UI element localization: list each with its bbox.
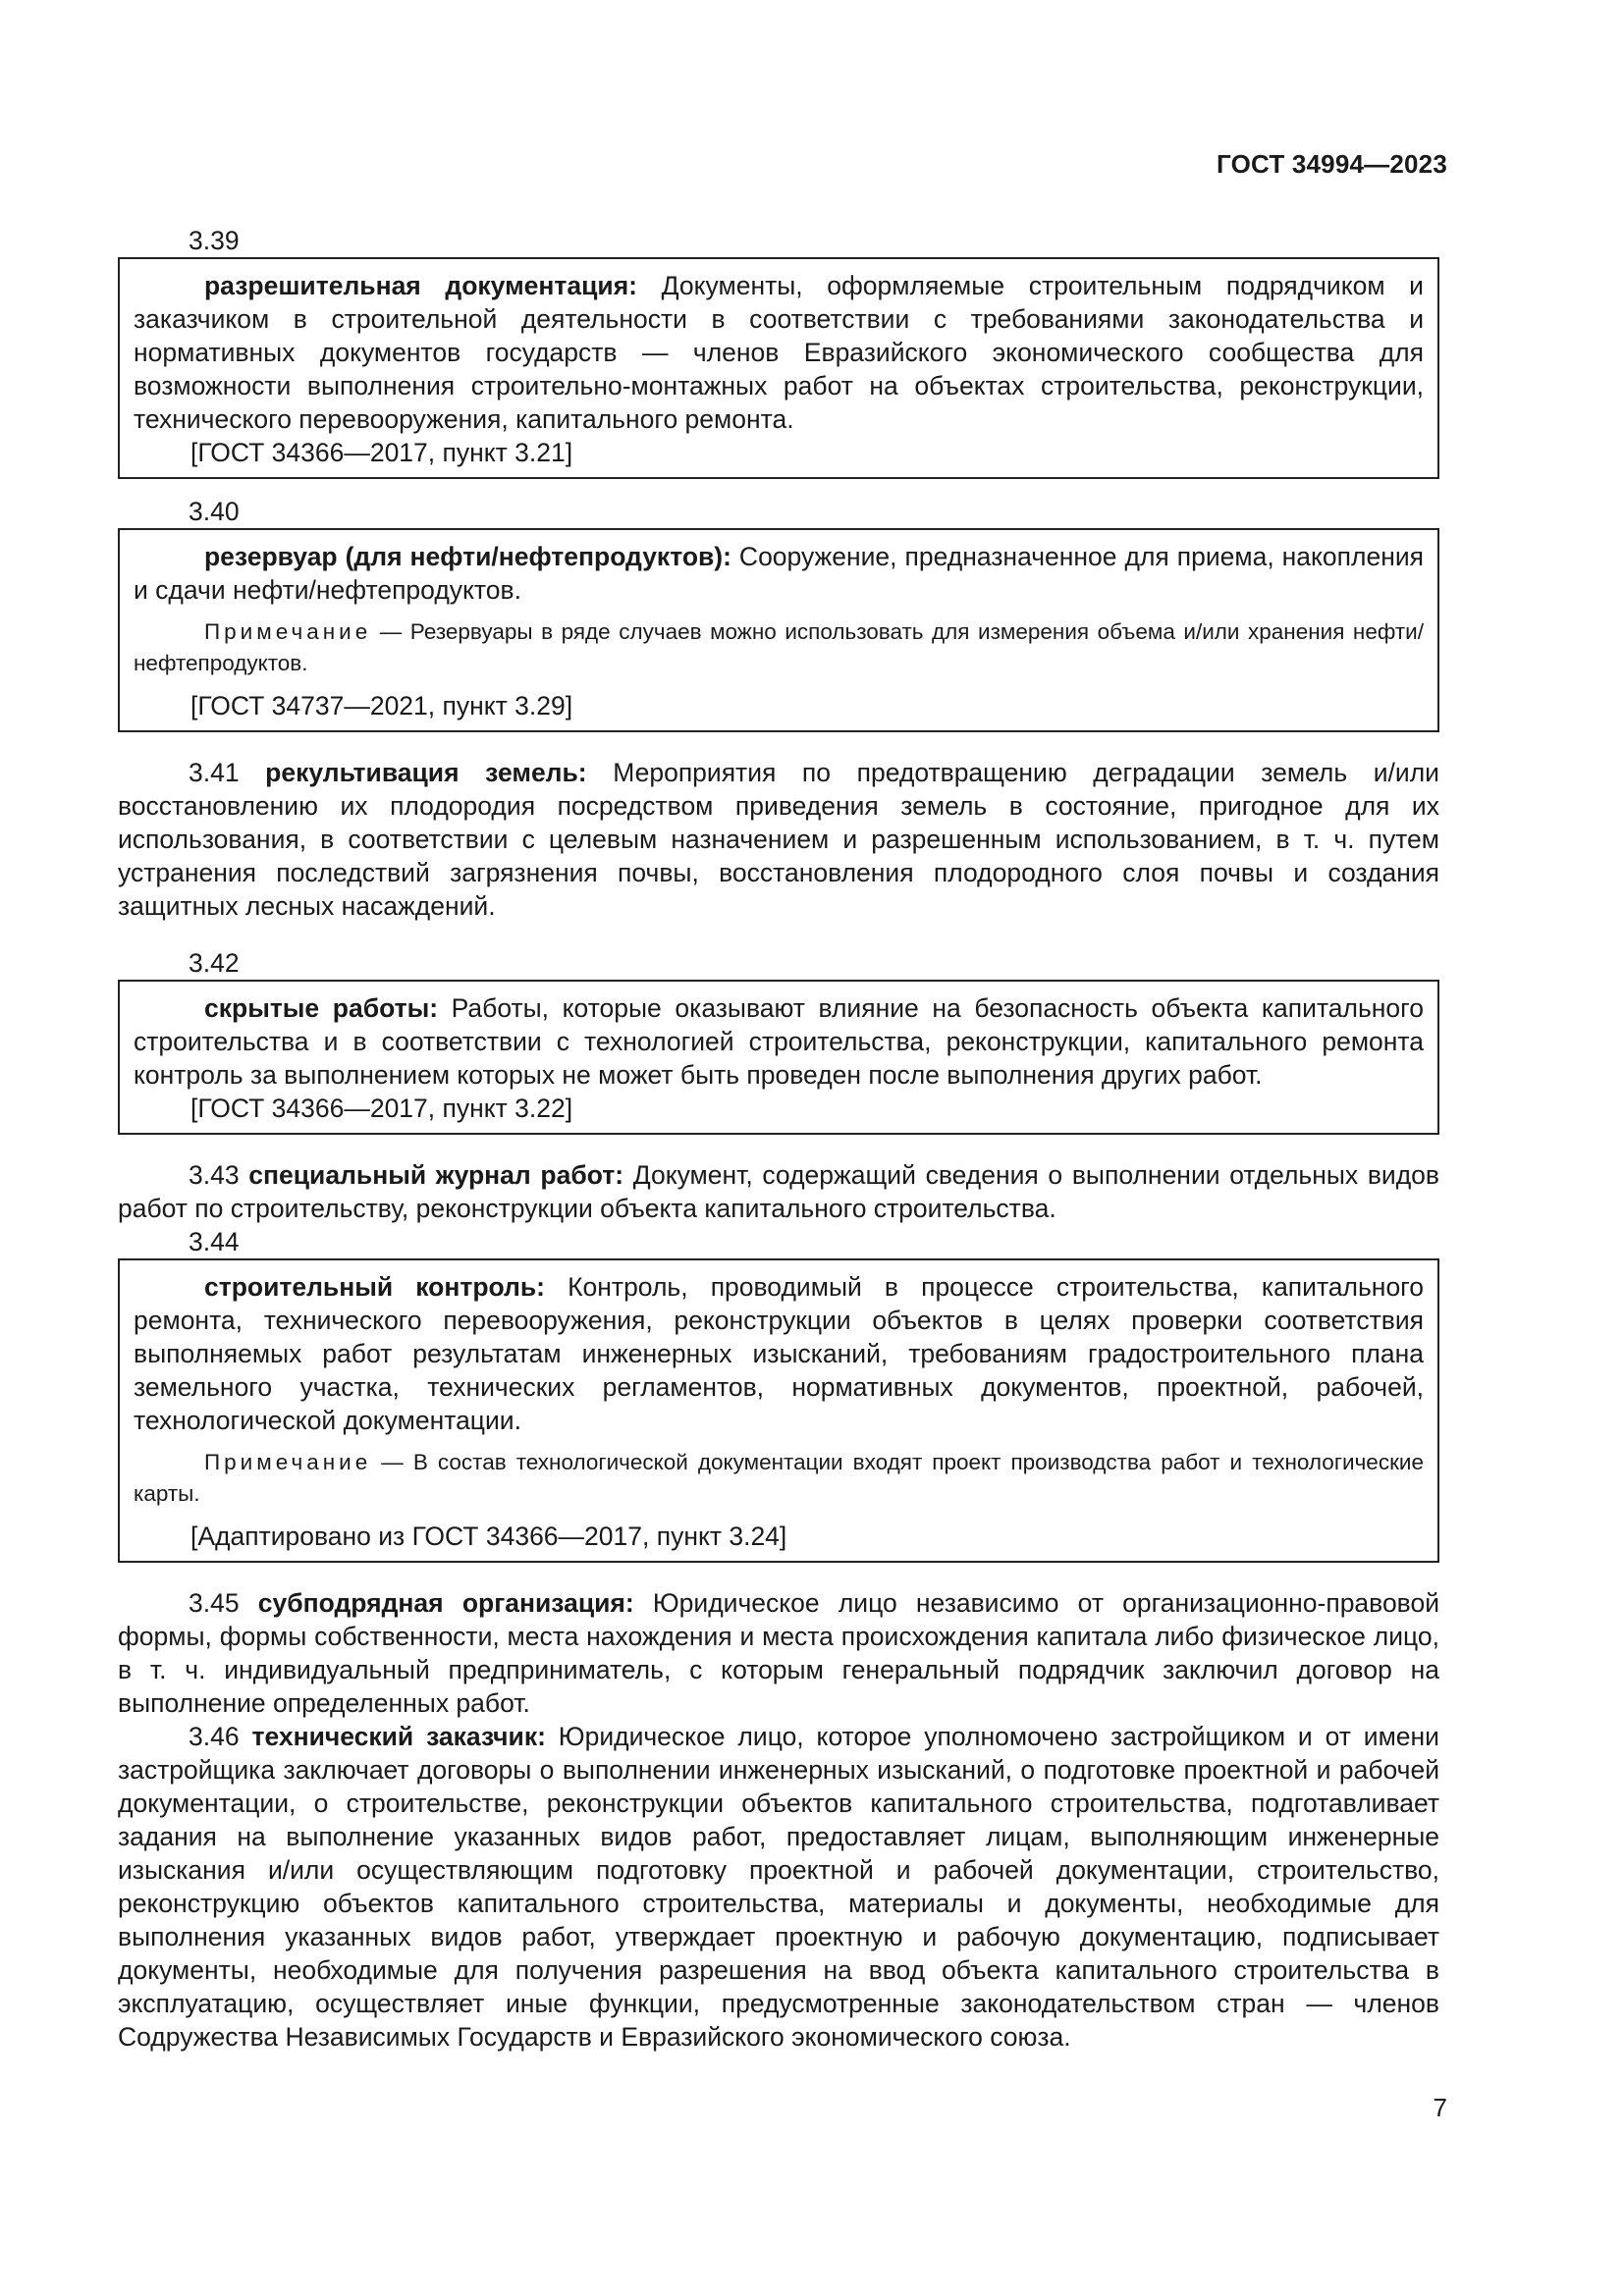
- entry-number: 3.39: [189, 226, 240, 255]
- term: технический заказчик:: [251, 1722, 546, 1751]
- note-text: — В состав технологической документации входят проект производства работ и технологические карты.: [134, 1450, 1424, 1506]
- entry-number: 3.45: [189, 1588, 258, 1618]
- definition-paragraph: [118, 756, 1439, 923]
- entry-number: 3.41: [189, 758, 266, 787]
- document-body: [118, 224, 1439, 2054]
- quoted-definition-box: [118, 528, 1439, 732]
- note: [134, 616, 1424, 679]
- definition-paragraph: [118, 1720, 1439, 2054]
- note-label: Примечание: [204, 1450, 372, 1474]
- definition-paragraph: [118, 1586, 1439, 1720]
- definition: Документ, содержащий сведения о выполнении отдельных видов работ по строительству, реконструкции объекта капитального строительства.: [118, 1160, 1439, 1223]
- definition-text: [134, 991, 1424, 1092]
- note-label: Примечание: [204, 619, 372, 644]
- note: [134, 1447, 1424, 1510]
- quoted-definition-box: [118, 1258, 1439, 1563]
- source-reference: [ГОСТ 34737—2021, пункт 3.29]: [190, 691, 573, 721]
- entry-number: 3.43: [189, 1160, 249, 1190]
- definition: Сооружение, предназначенное для приема, накопления и сдачи нефти/нефтепродуктов.: [134, 542, 1424, 605]
- entry-number: 3.42: [189, 948, 240, 978]
- entry-number: 3.40: [189, 497, 240, 526]
- definition-text: [134, 1270, 1424, 1437]
- definition-text: [134, 269, 1424, 436]
- entry-number: 3.44: [189, 1227, 240, 1256]
- document-code: ГОСТ 34994—2023: [1217, 149, 1447, 179]
- definition: Документы, оформляемые строительным подрядчиком и заказчиком в строительной деятельности в соответствии с требованиями законодательства и нормативных документов государств — членов Евразийского экономического сообщества для возможности выполнения строительно-монтажных работ на объектах строительства, реконструкции, технического перевооружения, капитального ремонта.: [134, 271, 1424, 434]
- source-reference: [ГОСТ 34366—2017, пункт 3.21]: [190, 438, 573, 467]
- definition: Мероприятия по предотвращению деградации земель и/или восстановлению их плодородия посредством приведения земель в состояние, пригодное для их использования, в соответствии с целевым назначением и разрешенным использованием, в т. ч. путем устранения последствий загрязнения почвы, восстановления плодородного слоя почвы и создания защитных лесных насаждений.: [118, 758, 1439, 921]
- definition: Контроль, проводимый в процессе строительства, капитального ремонта, технического перевооружения, реконструкции объектов в целях проверки соответствия выполняемых работ результатам инженерных изысканий, требованиям градостроительного плана земельного участка, технических регламентов, нормативных документов, проектной, рабочей, технологической документации.: [134, 1272, 1425, 1435]
- term: разрешительная документация:: [204, 271, 638, 300]
- quoted-definition-box: [118, 980, 1439, 1135]
- definition: Юридическое лицо независимо от организационно-правовой формы, формы собственности, места нахождения и места происхождения капитала либо физическое лицо, в т. ч. индивидуальный предприниматель, с которым генеральный подрядчик заключил договор на выполнение определенных работ.: [118, 1588, 1440, 1718]
- term: субподрядная организация:: [257, 1588, 634, 1618]
- entry-number: 3.46: [189, 1722, 252, 1751]
- definition-paragraph: [118, 1158, 1439, 1225]
- source-reference: [ГОСТ 34366—2017, пункт 3.22]: [190, 1094, 573, 1123]
- definition: Юридическое лицо, которое уполномочено застройщиком и от имени застройщика заключает договоры о выполнении инженерных изысканий, о подготовке проектной и рабочей документации, о строительстве, реконструкции объектов капитального строительства, подготавливает задания на выполнение указанных видов работ, предоставляет лицам, выполняющим инженерные изыскания и/или осуществляющим подготовку проектной и рабочей документации, строительство, реконструкцию объектов капитального строительства, материалы и документы, необходимые для выполнения указанных видов работ, утверждает проектную и рабочую документацию, подписывает документы, необходимые для получения разрешения на ввод объекта капитального строительства в эксплуатацию, осуществляет иные функции, предусмотренные законодательством стран — членов Содружества Независимых Государств и Евразийского экономического союза.: [118, 1722, 1439, 2052]
- quoted-definition-box: [118, 257, 1439, 479]
- source-reference: [Адаптировано из ГОСТ 34366—2017, пункт 3.24]: [190, 1522, 787, 1551]
- term: рекультивация земель:: [265, 758, 587, 787]
- note-text: — Резервуары в ряде случаев можно использовать для измерения объема и/или хранения нефти/нефтепродуктов.: [134, 619, 1424, 675]
- term: резервуар (для нефти/нефтепродуктов):: [204, 542, 731, 571]
- term: строительный контроль:: [204, 1272, 546, 1302]
- term: скрытые работы:: [204, 993, 439, 1023]
- term: специальный журнал работ:: [248, 1160, 624, 1190]
- definition: Работы, которые оказывают влияние на безопасность объекта капитального строительства и в соответствии с технологией строительства, реконструкции, капитального ремонта контроль за выполнением которых не может быть проведен после выполнения других работ.: [134, 993, 1424, 1090]
- definition-text: [134, 540, 1424, 607]
- page-number: 7: [1433, 2093, 1447, 2122]
